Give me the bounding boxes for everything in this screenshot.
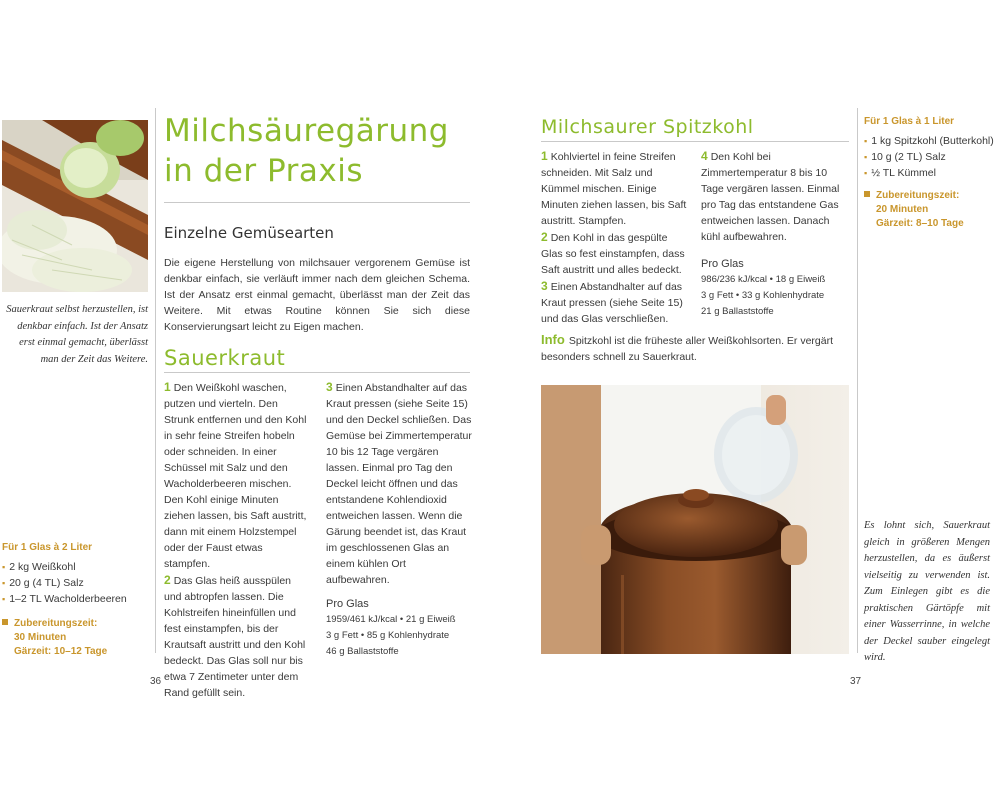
step: 1 Den Weißkohl waschen, putzen und vierteln. Den Strunk entfernen und den Kohl in sehr feine Streifen hobeln oder schneiden. In einer Schüssel mit Salz und den Wacholderbeeren mischen. Den Kohl einige Minuten ziehen lassen, bis Saft austritt, dann mit einem Holzstempel oder der Faust etwas stampfen. [164,380,307,570]
nutrition-line: 3 g Fett • 85 g Kohlenhydrate [326,630,450,641]
spitzkohl-ingredients [864,116,1000,231]
title-rule [164,202,470,203]
ingredient-item: ▪ 20 g (4 TL) Salz [2,577,84,589]
step: 2 Den Kohl in das gespülte Glas so fest einstampfen, dass Saft austritt und alles bedeckt. [541,230,685,276]
info-label: Info [541,332,565,347]
spitzkohl-steps-col2 [701,148,849,245]
nutrition-title: Pro Glas [701,258,744,270]
recipe-title-spitzkohl: Milchsaurer Spitzkohl [541,116,754,138]
photo-caption-sauerkraut: Sauerkraut selbst herzustellen, ist denkbar einfach. Ist der Ansatz erst einmal gemacht, überlässt man der Zeit das Weitere. [6,304,148,365]
ingredients-title: Für 1 Glas à 2 Liter [2,542,93,553]
nutrition-line: 986/236 kJ/kcal • 18 g Eiweiß [701,274,826,285]
column-divider [155,108,156,653]
page-number-right: 37 [850,676,862,687]
sauerkraut-steps-col1 [164,379,310,701]
chapter-title-line1: Milchsäuregärung [164,113,449,149]
nutrition-title: Pro Glas [326,598,369,610]
spitzkohl-steps-col1 [541,148,689,327]
prep-time-block: Zubereitungszeit: 30 Minuten Gärzeit: 10–12 Tage [2,617,148,659]
nutrition-line: 3 g Fett • 33 g Kohlenhydrate [701,290,825,301]
section-heading: Einzelne Gemüsearten [164,224,334,242]
nutrition-line: 1959/461 kJ/kcal • 21 g Eiweiß [326,614,456,625]
recipe-title-rule [164,372,470,373]
page-number-left: 36 [150,676,162,687]
spitzkohl-nutrition [701,256,851,320]
sauerkraut-ingredients [2,542,148,659]
step: 3 Einen Abstandhalter auf das Kraut pressen (siehe Seite 15) und das Glas verschließen. [541,279,683,325]
column-divider [857,108,858,653]
recipe-title-rule [541,141,849,142]
step: 4 Den Kohl bei Zimmertemperatur 8 bis 10 Tage vergären lassen. Einmal pro Tag das entstandene Gas entweichen lassen. Danach kühl aufbewahren. [701,149,840,243]
ingredient-item: ▪ 2 kg Weißkohl [2,561,76,573]
prep-time-block: Zubereitungszeit: 20 Minuten Gärzeit: 8–10 Tage [864,189,1000,231]
fermentation-crock-photo [541,385,849,654]
photo-caption-crock: Es lohnt sich, Sauerkraut gleich in größeren Mengen herzustellen, da es äußerst vielseitig zu verwenden ist. Zum Einlegen gibt es die praktischen Gärtöpfe mit einer Wasserrinne, in welche der Deckel sauber eingelegt wird. [864,520,990,663]
sauerkraut-steps-col2 [326,379,472,588]
intro-paragraph: Die eigene Herstellung von milchsauer vergorenem Gemüse ist denkbar einfach, sie verläuft immer nach dem gleichen Schema. Ist der Ansatz erst einmal gemacht, überlässt man der Zeit das Weitere. Mit etwas Routine können Sie sich diese Konservierungsart leicht zu Eigen machen. [164,257,470,333]
nutrition-line: 21 g Ballaststoffe [701,306,774,317]
ingredients-title: Für 1 Glas à 1 Liter [864,116,955,127]
info-box [541,332,851,365]
sauerkraut-nutrition [326,596,476,660]
chapter-title-line2: in der Praxis [164,153,363,189]
ingredient-item: ▪ 10 g (2 TL) Salz [864,151,946,163]
recipe-title-sauerkraut: Sauerkraut [164,346,286,370]
ingredient-item: ▪ 1 kg Spitzkohl (Butterkohl) [864,135,994,147]
cabbage-slicer-photo [2,120,148,292]
step: 1 Kohlviertel in feine Streifen schneiden. Mit Salz und Kümmel mischen. Einige Minuten ziehen lassen, bis Saft austritt. Stampfen. [541,149,687,227]
step: 3 Einen Abstandhalter auf das Kraut pressen (siehe Seite 15) und den Deckel schließen. Das Gemüse bei Zimmertemperatur 10 bis 12 Tage vergären lassen. Einmal pro Tag den Deckel leicht öffnen und das entstandene Kohlendioxid entweichen lassen. Wenn die Gärung beendet ist, das Kraut im geschlossenen Glas an einem kühlen Ort aufbewahren. [326,380,472,586]
nutrition-line: 46 g Ballaststoffe [326,646,399,657]
ingredient-item: ▪ ½ TL Kümmel [864,167,936,179]
info-text: Spitzkohl ist die früheste aller Weißkohlsorten. Er vergärt besonders schnell zu Sauerkraut. [541,335,833,363]
ingredient-item: ▪ 1–2 TL Wacholderbeeren [2,593,127,605]
step: 2 Das Glas heiß ausspülen und abtropfen lassen. Die Kohlstreifen hineinfüllen und fest einstampfen, bis der Krautsaft austritt und den Kohl bedeckt. Das Glas soll nur bis etwa 7 Zentimeter unter dem Rand gefüllt sein. [164,573,306,699]
